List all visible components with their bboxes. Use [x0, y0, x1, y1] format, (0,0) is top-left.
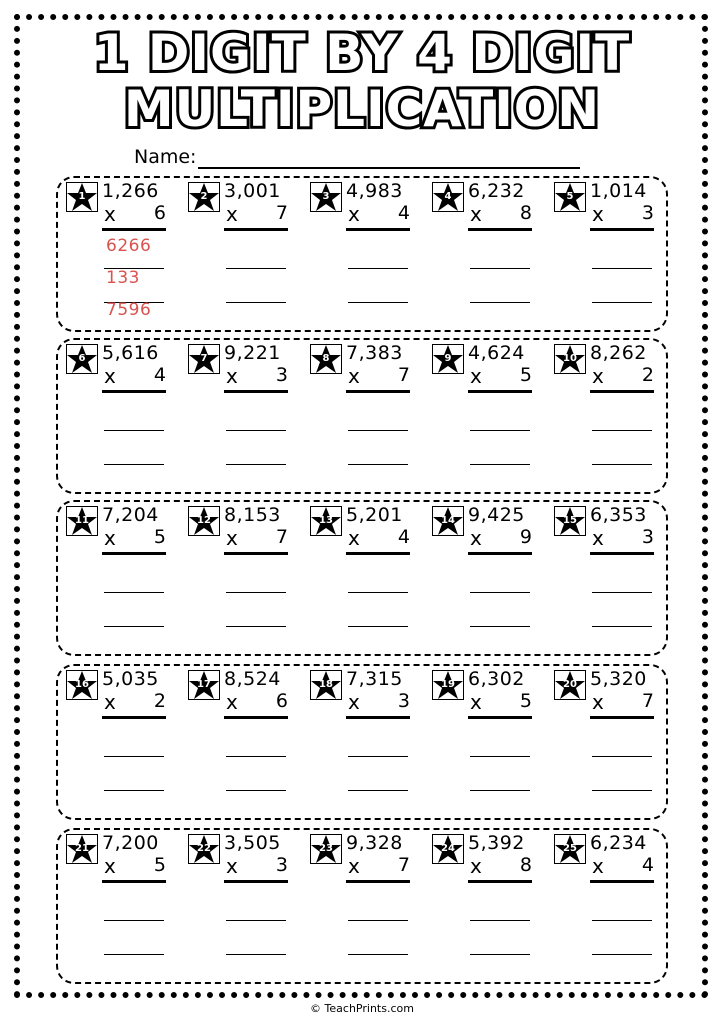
equals-bar	[102, 880, 166, 883]
multiplier: 7	[397, 854, 410, 876]
answer-line[interactable]	[104, 430, 164, 431]
equals-bar	[224, 552, 288, 555]
answer-line[interactable]	[226, 302, 286, 303]
answer-line[interactable]	[348, 920, 408, 921]
problem-21	[66, 834, 178, 982]
problem-number: 25	[563, 843, 577, 854]
equals-bar	[346, 552, 410, 555]
problem-19	[432, 670, 544, 818]
answer-line[interactable]	[470, 790, 530, 791]
multiply-sign: x	[226, 526, 238, 550]
copyright-footer: © TeachPrints.com	[310, 1002, 414, 1015]
problem-section	[56, 176, 668, 332]
star-icon	[554, 506, 586, 536]
problem-5	[554, 182, 666, 330]
answer-line[interactable]	[226, 790, 286, 791]
multiply-sign: x	[348, 202, 360, 226]
answer-line[interactable]	[226, 626, 286, 627]
star-icon	[554, 834, 586, 864]
multiply-sign: x	[470, 854, 482, 878]
answer-line[interactable]	[592, 626, 652, 627]
multiplier: 7	[275, 202, 288, 224]
multiplicand: 7,315	[346, 668, 403, 690]
problem-section	[56, 500, 668, 656]
equals-bar	[102, 228, 166, 231]
answer-line[interactable]	[592, 302, 652, 303]
answer-line[interactable]	[104, 626, 164, 627]
problem-number: 6	[78, 353, 86, 364]
multiply-sign: x	[226, 364, 238, 388]
equals-bar	[590, 552, 654, 555]
answer-line[interactable]	[348, 302, 408, 303]
equals-bar	[468, 552, 532, 555]
problem-25	[554, 834, 666, 982]
answer-line[interactable]	[592, 430, 652, 431]
answer-text: 6266	[106, 236, 152, 256]
multiply-sign: x	[226, 690, 238, 714]
answer-line[interactable]	[348, 790, 408, 791]
multiplier: 4	[153, 364, 166, 386]
problem-3	[310, 182, 422, 330]
equals-bar	[468, 880, 532, 883]
star-icon	[310, 506, 342, 536]
multiply-sign: x	[348, 526, 360, 550]
multiplicand: 4,983	[346, 180, 403, 202]
star-icon	[310, 182, 342, 212]
multiplier: 3	[275, 364, 288, 386]
multiply-sign: x	[104, 854, 116, 878]
problem-number: 8	[322, 353, 330, 364]
multiplicand: 9,425	[468, 504, 525, 526]
star-icon	[310, 834, 342, 864]
equals-bar	[590, 716, 654, 719]
answer-line[interactable]	[470, 954, 530, 955]
star-icon	[432, 506, 464, 536]
star-icon	[188, 670, 220, 700]
multiplicand: 6,234	[590, 832, 647, 854]
problem-7	[188, 344, 300, 492]
multiplicand: 6,353	[590, 504, 647, 526]
multiplicand: 9,328	[346, 832, 403, 854]
multiplier: 7	[275, 526, 288, 548]
problem-22	[188, 834, 300, 982]
problem-13	[310, 506, 422, 654]
answer-line[interactable]	[592, 920, 652, 921]
problem-4	[432, 182, 544, 330]
problem-18	[310, 670, 422, 818]
multiply-sign: x	[104, 526, 116, 550]
multiplier: 5	[519, 364, 532, 386]
multiply-sign: x	[592, 690, 604, 714]
multiplicand: 5,320	[590, 668, 647, 690]
multiply-sign: x	[348, 690, 360, 714]
problem-2	[188, 182, 300, 330]
multiplicand: 7,204	[102, 504, 159, 526]
star-icon	[310, 670, 342, 700]
answer-line[interactable]	[470, 302, 530, 303]
multiplier: 9	[519, 526, 532, 548]
answer-line[interactable]	[592, 268, 652, 269]
multiplicand: 8,262	[590, 342, 647, 364]
problem-number: 5	[566, 191, 574, 202]
star-icon	[554, 344, 586, 374]
problem-17	[188, 670, 300, 818]
problem-number: 11	[75, 515, 89, 526]
problem-16	[66, 670, 178, 818]
equals-bar	[590, 228, 654, 231]
answer-text: 133	[106, 268, 140, 288]
multiplicand: 5,201	[346, 504, 403, 526]
multiplier: 3	[275, 854, 288, 876]
equals-bar	[346, 228, 410, 231]
star-icon	[554, 182, 586, 212]
equals-bar	[346, 880, 410, 883]
multiply-sign: x	[226, 854, 238, 878]
equals-bar	[346, 716, 410, 719]
multiplier: 8	[519, 854, 532, 876]
problem-section	[56, 664, 668, 820]
equals-bar	[468, 228, 532, 231]
multiplicand: 3,001	[224, 180, 281, 202]
multiplier: 4	[641, 854, 654, 876]
multiply-sign: x	[470, 526, 482, 550]
title-line-2: MULTIPLICATION	[123, 80, 601, 138]
multiply-sign: x	[592, 364, 604, 388]
multiplicand: 7,383	[346, 342, 403, 364]
star-icon	[66, 506, 98, 536]
answer-line[interactable]	[470, 920, 530, 921]
star-icon	[432, 344, 464, 374]
answer-line[interactable]	[348, 430, 408, 431]
title-line-1: 1 DIGIT BY 4 DIGIT	[93, 24, 631, 82]
answer-line[interactable]	[470, 756, 530, 757]
problem-11	[66, 506, 178, 654]
answer-line[interactable]	[226, 954, 286, 955]
answer-line[interactable]	[104, 954, 164, 955]
star-icon	[432, 834, 464, 864]
equals-bar	[102, 552, 166, 555]
problem-number: 24	[441, 843, 455, 854]
multiplier: 7	[397, 364, 410, 386]
multiplier: 3	[641, 526, 654, 548]
star-icon	[66, 182, 98, 212]
problem-number: 13	[319, 515, 333, 526]
multiplicand: 8,524	[224, 668, 281, 690]
problem-24	[432, 834, 544, 982]
multiplier: 5	[519, 690, 532, 712]
star-icon	[66, 670, 98, 700]
answer-line[interactable]	[226, 592, 286, 593]
problem-number: 20	[563, 679, 577, 690]
answer-line[interactable]	[348, 464, 408, 465]
answer-line[interactable]	[348, 626, 408, 627]
problem-9	[432, 344, 544, 492]
multiplicand: 3,505	[224, 832, 281, 854]
multiplicand: 6,232	[468, 180, 525, 202]
problem-number: 23	[319, 843, 333, 854]
multiplier: 2	[153, 690, 166, 712]
star-icon	[554, 670, 586, 700]
multiply-sign: x	[348, 854, 360, 878]
equals-bar	[590, 390, 654, 393]
equals-bar	[102, 716, 166, 719]
multiplier: 8	[519, 202, 532, 224]
star-icon	[310, 344, 342, 374]
problem-number: 18	[319, 679, 333, 690]
problem-number: 19	[441, 679, 455, 690]
multiplier: 4	[397, 526, 410, 548]
equals-bar	[224, 716, 288, 719]
answer-line[interactable]	[592, 756, 652, 757]
multiplicand: 5,035	[102, 668, 159, 690]
problem-number: 2	[200, 191, 208, 202]
problem-number: 16	[75, 679, 89, 690]
answer-line[interactable]	[470, 464, 530, 465]
problem-12	[188, 506, 300, 654]
star-icon	[188, 834, 220, 864]
multiplicand: 5,616	[102, 342, 159, 364]
multiplier: 5	[153, 854, 166, 876]
answer-line[interactable]	[104, 790, 164, 791]
equals-bar	[102, 390, 166, 393]
multiply-sign: x	[348, 364, 360, 388]
problem-number: 17	[197, 679, 211, 690]
name-label: Name:	[134, 146, 197, 168]
star-icon	[66, 344, 98, 374]
problem-number: 12	[197, 515, 211, 526]
star-icon	[188, 344, 220, 374]
problem-section	[56, 828, 668, 984]
multiply-sign: x	[226, 202, 238, 226]
answer-line[interactable]	[470, 626, 530, 627]
problem-20	[554, 670, 666, 818]
star-icon	[188, 506, 220, 536]
answer-line[interactable]	[104, 592, 164, 593]
star-icon	[66, 834, 98, 864]
answer-line[interactable]	[226, 920, 286, 921]
answer-line[interactable]	[592, 464, 652, 465]
problem-number: 15	[563, 515, 577, 526]
multiplier: 4	[397, 202, 410, 224]
multiply-sign: x	[592, 202, 604, 226]
answer-line[interactable]	[226, 268, 286, 269]
multiply-sign: x	[470, 364, 482, 388]
problem-number: 10	[563, 353, 577, 364]
answer-text: 7596	[106, 300, 152, 320]
problem-10	[554, 344, 666, 492]
problem-number: 21	[75, 843, 89, 854]
multiplier: 7	[641, 690, 654, 712]
equals-bar	[468, 716, 532, 719]
problem-number: 7	[200, 353, 208, 364]
answer-line[interactable]	[348, 268, 408, 269]
multiplier: 6	[275, 690, 288, 712]
answer-line[interactable]	[348, 954, 408, 955]
problem-6	[66, 344, 178, 492]
answer-line[interactable]	[592, 790, 652, 791]
answer-line[interactable]	[226, 430, 286, 431]
answer-line[interactable]	[592, 954, 652, 955]
multiply-sign: x	[104, 202, 116, 226]
multiplicand: 6,302	[468, 668, 525, 690]
problem-number: 22	[197, 843, 211, 854]
answer-line[interactable]	[348, 756, 408, 757]
equals-bar	[224, 880, 288, 883]
multiplier: 2	[641, 364, 654, 386]
answer-line[interactable]	[104, 464, 164, 465]
multiply-sign: x	[104, 690, 116, 714]
problem-14	[432, 506, 544, 654]
multiply-sign: x	[592, 854, 604, 878]
multiply-sign: x	[470, 690, 482, 714]
equals-bar	[224, 228, 288, 231]
equals-bar	[346, 390, 410, 393]
answer-line[interactable]	[104, 756, 164, 757]
answer-line[interactable]	[104, 920, 164, 921]
multiplicand: 1,014	[590, 180, 647, 202]
multiplicand: 8,153	[224, 504, 281, 526]
equals-bar	[590, 880, 654, 883]
problem-15	[554, 506, 666, 654]
star-icon	[188, 182, 220, 212]
multiplicand: 7,200	[102, 832, 159, 854]
multiplier: 3	[641, 202, 654, 224]
multiply-sign: x	[470, 202, 482, 226]
equals-bar	[224, 390, 288, 393]
equals-bar	[468, 390, 532, 393]
problem-1	[66, 182, 178, 330]
answer-line[interactable]	[470, 592, 530, 593]
multiplicand: 4,624	[468, 342, 525, 364]
multiplicand: 1,266	[102, 180, 159, 202]
problem-number: 3	[322, 191, 330, 202]
answer-line[interactable]	[470, 268, 530, 269]
multiplicand: 5,392	[468, 832, 525, 854]
answer-line[interactable]	[348, 592, 408, 593]
star-icon	[432, 182, 464, 212]
multiplicand: 9,221	[224, 342, 281, 364]
problem-number: 9	[444, 353, 452, 364]
multiply-sign: x	[592, 526, 604, 550]
answer-line[interactable]	[470, 430, 530, 431]
problem-number: 14	[441, 515, 455, 526]
star-icon	[432, 670, 464, 700]
problem-number: 1	[78, 191, 86, 202]
problem-23	[310, 834, 422, 982]
multiplier: 3	[397, 690, 410, 712]
multiply-sign: x	[104, 364, 116, 388]
problem-8	[310, 344, 422, 492]
answer-line[interactable]	[226, 464, 286, 465]
problem-section	[56, 338, 668, 494]
multiplier: 5	[153, 526, 166, 548]
problem-number: 4	[444, 191, 452, 202]
answer-line[interactable]	[226, 756, 286, 757]
name-field[interactable]	[198, 167, 580, 169]
answer-line[interactable]	[592, 592, 652, 593]
multiplier: 6	[153, 202, 166, 224]
